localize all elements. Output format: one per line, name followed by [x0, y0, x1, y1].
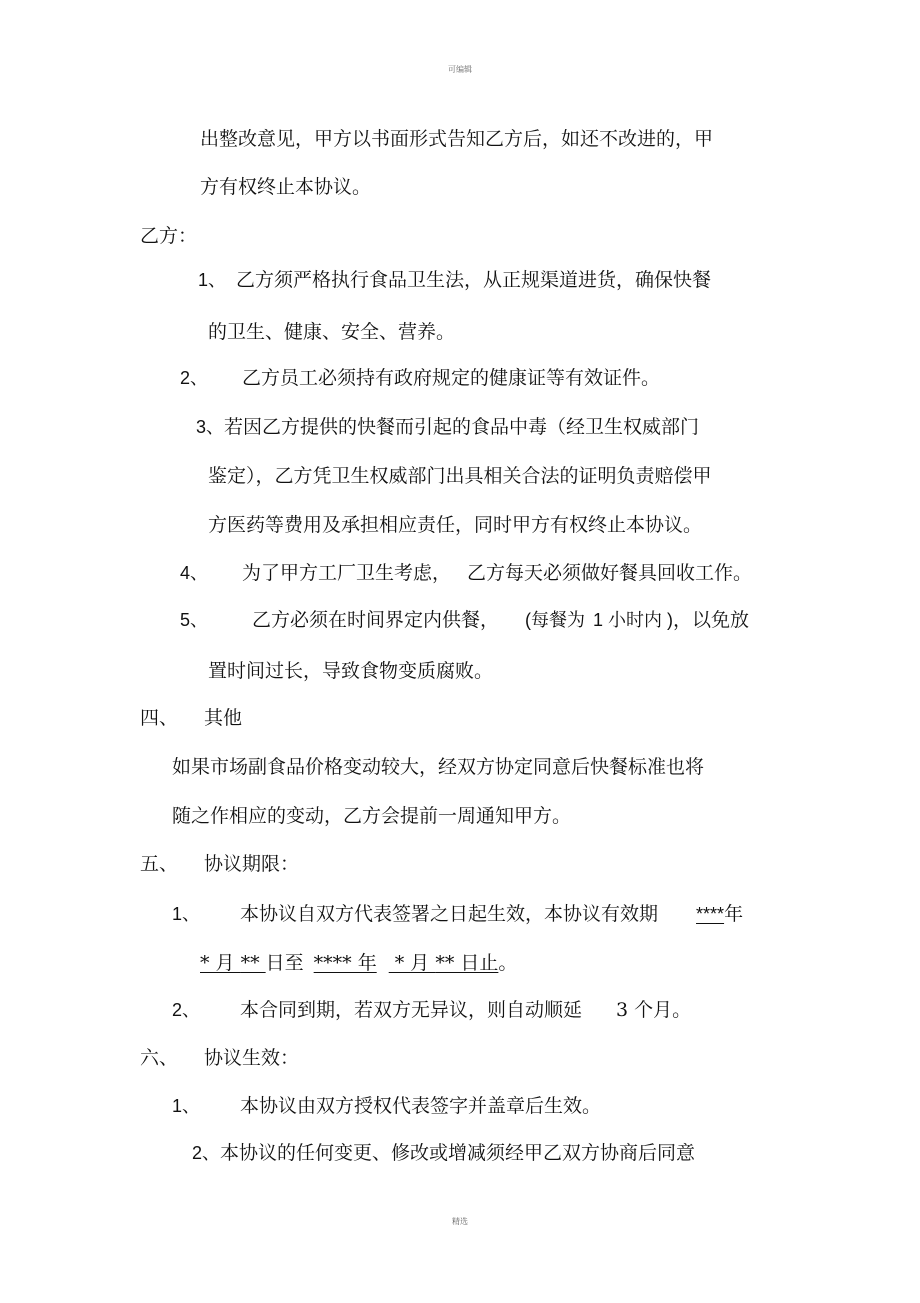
list-text: (每餐为 [525, 610, 586, 630]
section-title: 协议期限： [204, 853, 300, 875]
page-footer-mark: 精选 [452, 1217, 468, 1226]
list-item-b2 [180, 366, 660, 390]
list-text: 本协议的任何变更、修改或增减须经甲乙双方协商后同意 [220, 1142, 696, 1164]
section-number: 四、 [140, 707, 179, 729]
term-month-value: * 月 [200, 952, 241, 974]
list-text: 乙方员工必须持有政府规定的健康证等有效证件。 [242, 367, 661, 389]
paragraph-line: 出整改意见，甲方以书面形式告知乙方后，如还不改进的，甲 [200, 128, 714, 150]
list-item-term-2 [172, 998, 691, 1022]
section-number: 六、 [140, 1047, 179, 1069]
list-text: 1 小时内 ) [593, 610, 674, 630]
list-text: 若因乙方提供的快餐而引起的食品中毒（经卫生权威部门 [224, 416, 700, 438]
list-item-term-1-dates [200, 951, 517, 975]
list-number: 5、 [180, 610, 209, 630]
list-item-term-1 [172, 902, 743, 926]
list-number: 1、 [198, 270, 227, 290]
list-number: 4、 [180, 563, 209, 583]
section-heading-4 [140, 706, 242, 730]
list-text: 乙方每天必须做好餐具回收工作。 [467, 562, 753, 584]
list-text: 本协议自双方代表签署之日起生效，本协议有效期 [240, 903, 659, 925]
list-number: 1、 [172, 1096, 201, 1116]
term-end-year-value: **** 年 [313, 952, 377, 974]
list-text: 3 个月。 [616, 999, 692, 1021]
list-item-effect-2 [192, 1141, 695, 1165]
list-item-b4 [180, 561, 752, 585]
term-day-value: ** [240, 952, 266, 974]
list-text: 本合同到期，若双方无异议，则自动顺延 [240, 999, 583, 1021]
section-heading-5 [140, 852, 299, 876]
term-year-value: **** [696, 904, 725, 924]
section-number: 五、 [140, 853, 179, 875]
term-end-day-value: ** 日止 [435, 952, 499, 974]
paragraph-line: 随之作相应的变动，乙方会提前一周通知甲方。 [172, 805, 572, 827]
list-text: 乙方必须在时间界定内供餐， [252, 609, 500, 631]
list-text: 本协议由双方授权代表签字并盖章后生效。 [240, 1095, 602, 1117]
section-title: 协议生效： [204, 1047, 300, 1069]
list-text: 为了甲方工厂卫生考虑， [242, 562, 452, 584]
paragraph-line: 的卫生、健康、安全、营养。 [208, 321, 456, 343]
term-day-unit: 日至 [265, 952, 304, 974]
paragraph-line: 置时间过长，导致食物变质腐败。 [208, 660, 494, 682]
list-number: 2、 [172, 1000, 201, 1020]
list-text: ，以免放 [673, 609, 750, 631]
list-item-b3 [196, 415, 699, 439]
list-text: 。 [498, 952, 518, 974]
section-heading-party-b: 乙方： [140, 225, 198, 247]
paragraph-line: 方有权终止本协议。 [200, 176, 372, 198]
term-year-unit: 年 [724, 903, 744, 925]
list-number: 2、 [180, 368, 209, 388]
list-text: 乙方须严格执行食品卫生法，从正规渠道进货，确保快餐 [236, 269, 712, 291]
paragraph-line: 如果市场副食品价格变动较大，经双方协定同意后快餐标准也将 [172, 756, 705, 778]
paragraph-line: 方医药等费用及承担相应责任，同时甲方有权终止本协议。 [208, 514, 703, 536]
section-title: 其他 [204, 707, 243, 729]
section-heading-6 [140, 1046, 299, 1070]
list-number: 1、 [172, 904, 201, 924]
paragraph-line: 鉴定），乙方凭卫生权威部门出具相关合法的证明负责赔偿甲 [208, 465, 712, 487]
list-number: 3、 [196, 417, 225, 437]
page-header-mark: 可编辑 [448, 65, 472, 74]
list-item-b5 [180, 608, 749, 632]
list-item-b1 [198, 268, 711, 292]
list-number: 2、 [192, 1143, 221, 1163]
term-end-month-value: * 月 [388, 952, 436, 974]
list-item-effect-1 [172, 1094, 601, 1118]
